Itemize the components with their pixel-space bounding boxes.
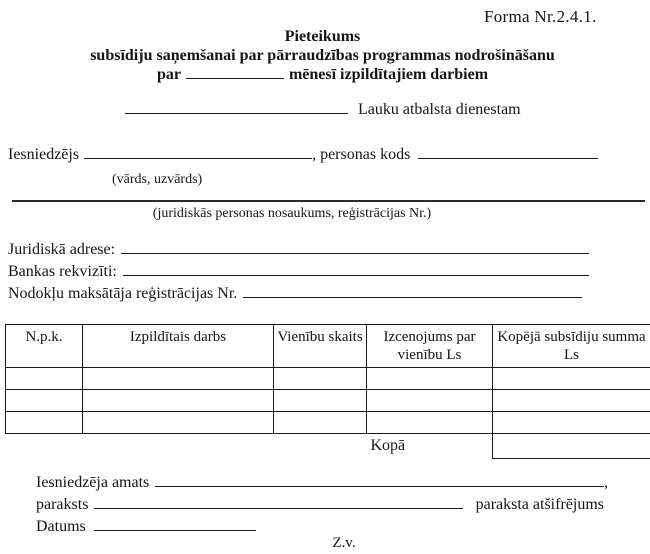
- tax-registration-blank-field: [243, 285, 582, 298]
- table-cell: [6, 390, 83, 412]
- table-cell: [367, 390, 493, 412]
- applicant-name-blank-field: [84, 146, 312, 159]
- title-line-3-suffix: mēnesī izpildītajiem darbiem: [288, 66, 489, 83]
- legal-entity-blank-line: [12, 200, 645, 202]
- signature-label: paraksts: [36, 496, 89, 513]
- table-total-row: [6, 434, 650, 459]
- signature-line: [36, 496, 604, 514]
- signature-name-label: paraksta atšifrējums: [475, 496, 604, 513]
- bank-details-line: [8, 263, 589, 281]
- legal-entity-hint: (juridiskās personas nosaukums, reģistrācijas Nr.): [152, 206, 432, 221]
- col-header-subsidy: Kopējā subsīdiju summa Ls: [493, 325, 650, 368]
- applicant-label: Iesniedzējs: [8, 146, 80, 163]
- applicant-line: [8, 146, 598, 164]
- seal-label: Z.v.: [332, 535, 356, 551]
- title-line-2: subsīdiju saņemšanai par pārraudzības programmas nodrošināšanu: [90, 47, 555, 64]
- table-cell: [6, 368, 83, 390]
- table-row: [6, 412, 650, 434]
- col-header-work: Izpildītais darbs: [83, 325, 274, 368]
- date-line: [36, 518, 256, 536]
- col-header-units: Vienību skaits: [274, 325, 367, 368]
- table-header-row: [6, 325, 650, 368]
- tax-registration-line: [8, 285, 582, 303]
- personal-code-blank-field: [418, 146, 598, 159]
- applicant-name-hint: (vārds, uzvārds): [112, 172, 203, 187]
- table-cell: [83, 390, 274, 412]
- recipient-label: Lauku atbalsta dienestam: [358, 101, 521, 118]
- title-line-3: [0, 65, 645, 84]
- total-label: Kopā: [370, 437, 406, 455]
- personal-code-label: , personas kods: [312, 146, 411, 163]
- table-cell: [274, 390, 367, 412]
- table-cell: [83, 412, 274, 434]
- table-cell: [367, 368, 493, 390]
- recipient-line: [125, 101, 521, 119]
- title-line-1: Pieteikums: [284, 28, 361, 45]
- table-row: [6, 390, 650, 412]
- legal-address-blank-field: [121, 241, 589, 254]
- total-spacer: [6, 434, 367, 459]
- table-cell: [367, 412, 493, 434]
- total-sum-cell: [493, 434, 650, 459]
- legal-address-label: Juridiskā adrese:: [8, 241, 116, 258]
- table-cell: [274, 368, 367, 390]
- date-blank-field: [94, 518, 256, 531]
- tax-registration-label: Nodokļu maksātāja reģistrācijas Nr.: [8, 285, 238, 302]
- title-line-3-prefix: par: [156, 66, 181, 83]
- work-items-table: [5, 324, 650, 459]
- position-line: [36, 474, 608, 492]
- recipient-blank-field: [125, 101, 348, 114]
- bank-details-label: Bankas rekvizīti:: [8, 263, 117, 280]
- table-cell: [493, 390, 650, 412]
- form-title: [0, 27, 645, 84]
- table-cell: [274, 412, 367, 434]
- form-number: Forma Nr.2.4.1.: [484, 7, 597, 26]
- table-row: [6, 368, 650, 390]
- table-cell: [83, 368, 274, 390]
- month-blank-field: [186, 66, 284, 79]
- position-blank-field: [155, 474, 604, 487]
- col-header-npk: N.p.k.: [6, 325, 83, 368]
- table-cell: [493, 412, 650, 434]
- bank-details-blank-field: [123, 263, 589, 276]
- date-label: Datums: [36, 518, 86, 535]
- position-label: Iesniedzēja amats: [36, 474, 150, 491]
- legal-address-line: [8, 241, 589, 259]
- signature-blank-field: [94, 496, 462, 509]
- table-cell: [493, 368, 650, 390]
- col-header-price: Izcenojums par vienību Ls: [367, 325, 493, 368]
- position-line-suffix: ,: [604, 474, 608, 491]
- table-cell: [6, 412, 83, 434]
